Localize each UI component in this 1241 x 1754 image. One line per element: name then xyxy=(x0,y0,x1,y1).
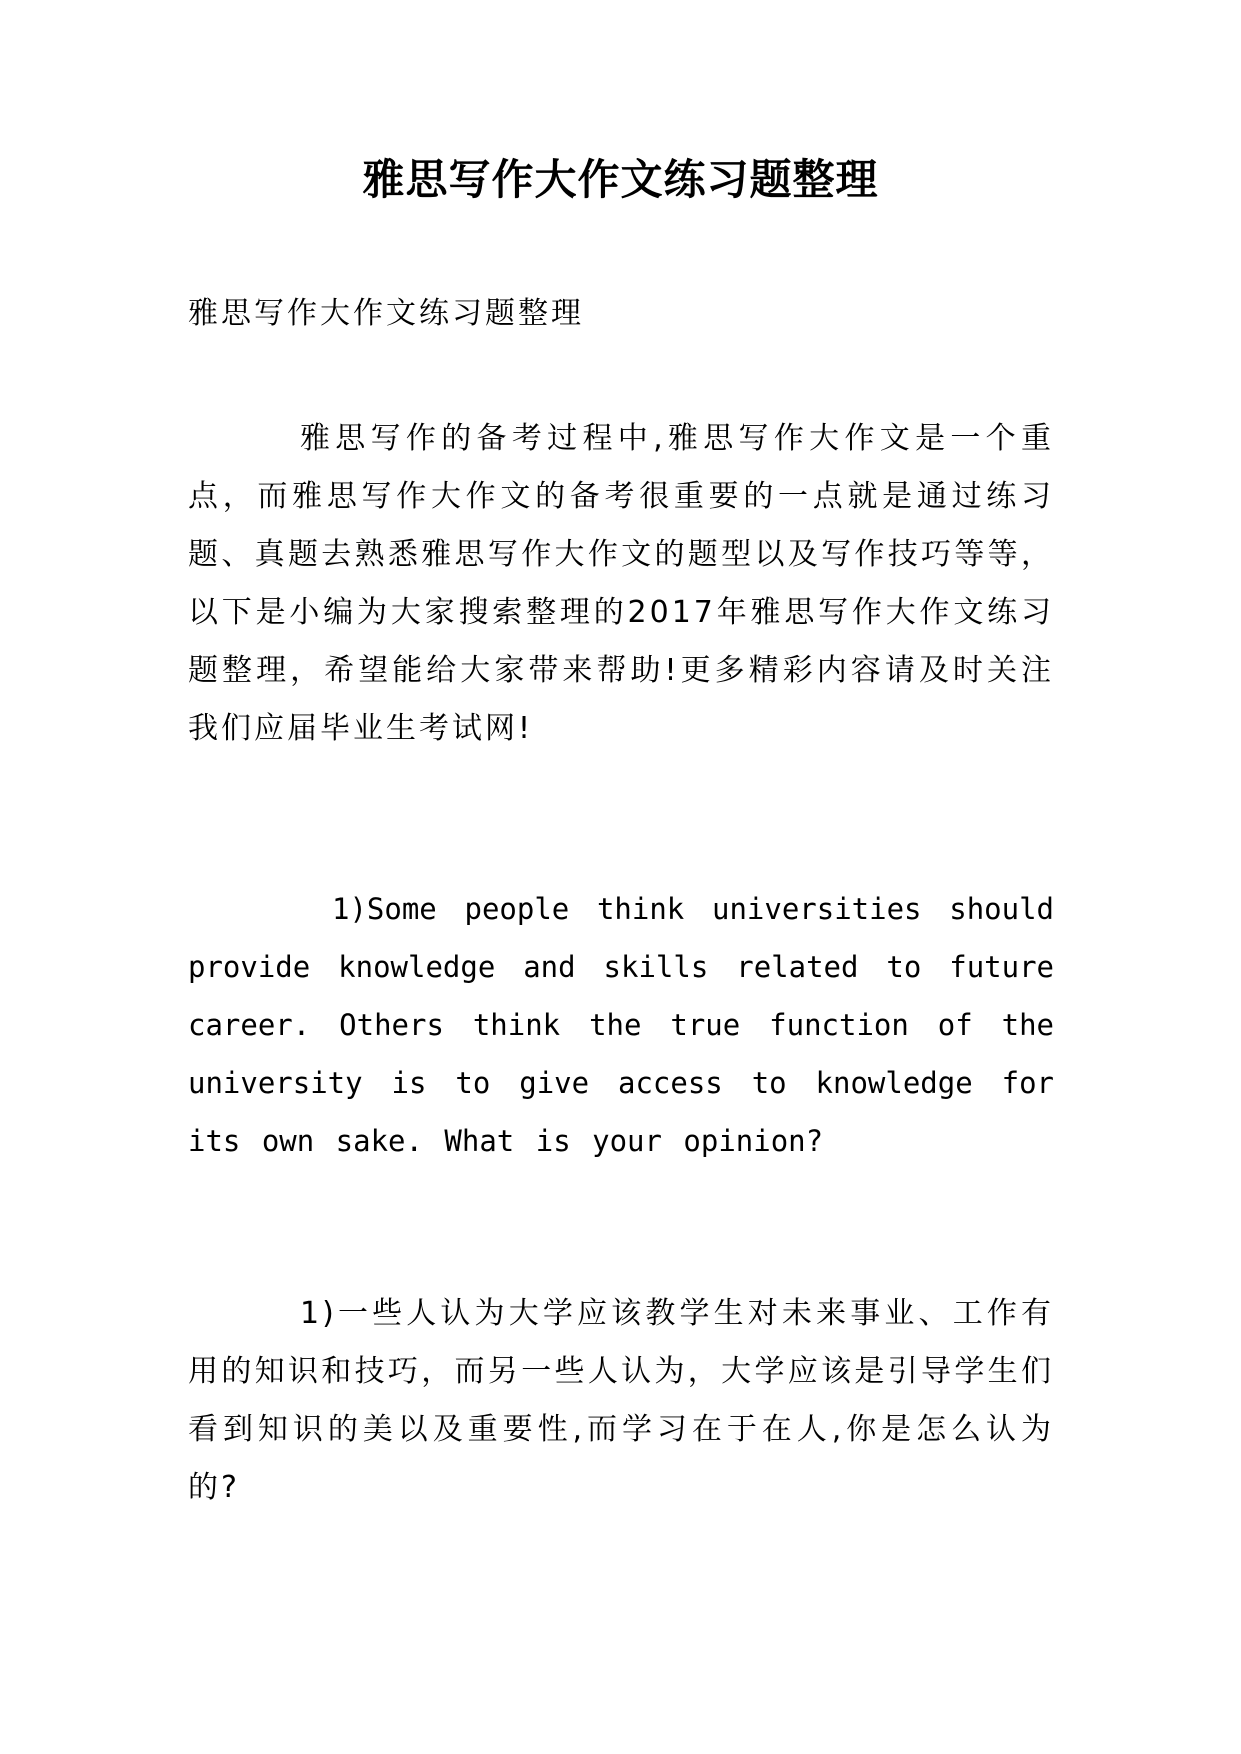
document-title: 雅思写作大作文练习题整理 xyxy=(362,155,879,204)
question-english-paragraph: 1)Some people think universities should provide knowledge and skills related to future career. Others think the true function of the university is to give access to knowledge for its own sake. What is your opinion? xyxy=(188,892,1054,1158)
intro-paragraph: 雅思写作的备考过程中,雅思写作大作文是一个重点，而雅思写作大作文的备考很重要的一点就是通过练习题、真题去熟悉雅思写作大作文的题型以及写作技巧等等，以下是小编为大家搜索整理的2017年雅思写作大作文练习题整理，希望能给大家带来帮助!更多精彩内容请及时关注我们应届毕业生考试网! xyxy=(188,421,1054,746)
document-subtitle: 雅思写作大作文练习题整理 xyxy=(188,296,584,331)
question-chinese-paragraph: 1)一些人认为大学应该教学生对未来事业、工作有用的知识和技巧，而另一些人认为，大学应该是引导学生们看到知识的美以及重要性,而学习在于在人,你是怎么认为的? xyxy=(188,1296,1054,1505)
